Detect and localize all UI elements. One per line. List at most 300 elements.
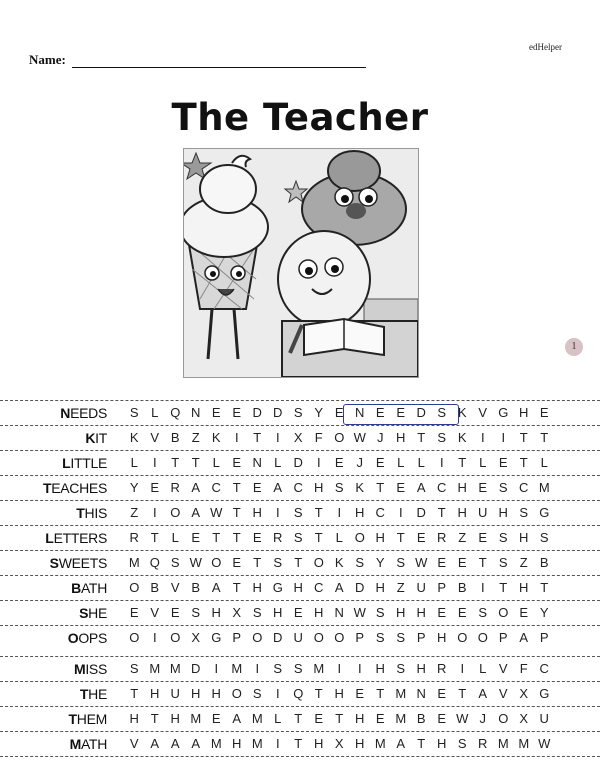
letter-cell[interactable]: H [519, 530, 529, 545]
letter-cell[interactable]: E [396, 405, 406, 420]
letter-cell[interactable]: P [355, 630, 365, 645]
letter-cell[interactable]: E [416, 530, 426, 545]
letter-cell[interactable]: P [416, 630, 426, 645]
letter-cell[interactable]: T [376, 480, 385, 495]
letter-cell[interactable]: N [334, 605, 344, 620]
letter-cell[interactable]: D [416, 505, 426, 520]
letter-cell[interactable]: C [293, 480, 303, 495]
letter-cell[interactable]: C [519, 480, 529, 495]
letter-cell[interactable]: U [539, 711, 549, 726]
letter-cell[interactable]: E [232, 405, 242, 420]
letter-cell[interactable]: U [293, 630, 303, 645]
letter-cell[interactable]: V [150, 430, 160, 445]
letter-cell[interactable]: Y [129, 480, 139, 495]
letter-cell[interactable]: H [211, 686, 221, 701]
letter-cell[interactable]: X [191, 630, 201, 645]
letter-cell[interactable]: T [212, 530, 221, 545]
letter-cell[interactable]: T [499, 580, 508, 595]
letter-cell[interactable]: H [252, 505, 262, 520]
letter-cell[interactable]: I [316, 455, 321, 470]
letter-cell[interactable]: V [498, 661, 508, 676]
letter-cell[interactable]: L [479, 661, 487, 676]
letter-cell[interactable]: I [275, 505, 280, 520]
letter-cell[interactable]: H [375, 580, 385, 595]
letter-cell[interactable]: W [189, 555, 202, 570]
letter-cell[interactable]: R [170, 480, 180, 495]
letter-cell[interactable]: M [395, 686, 407, 701]
letter-cell[interactable]: Q [149, 555, 160, 570]
letter-cell[interactable]: S [293, 661, 303, 676]
letter-cell[interactable]: A [519, 630, 529, 645]
letter-cell[interactable]: D [293, 455, 303, 470]
letter-cell[interactable]: E [396, 480, 406, 495]
letter-cell[interactable]: E [355, 686, 365, 701]
letter-cell[interactable]: I [275, 686, 280, 701]
letter-cell[interactable]: H [211, 605, 221, 620]
letter-cell[interactable]: T [314, 505, 323, 520]
letter-cell[interactable]: E [170, 605, 180, 620]
letter-cell[interactable]: I [275, 430, 280, 445]
letter-cell[interactable]: H [129, 711, 139, 726]
letter-cell[interactable]: L [151, 405, 159, 420]
letter-cell[interactable]: F [314, 430, 323, 445]
letter-cell[interactable]: T [519, 455, 528, 470]
letter-cell[interactable]: T [294, 555, 303, 570]
letter-cell[interactable]: H [519, 580, 529, 595]
letter-cell[interactable]: S [437, 405, 447, 420]
letter-cell[interactable]: T [253, 555, 262, 570]
letter-cell[interactable]: G [539, 505, 550, 520]
letter-cell[interactable]: X [334, 736, 344, 751]
letter-cell[interactable]: I [152, 630, 157, 645]
target-word: LETTERS [45, 530, 107, 546]
letter-row [124, 476, 555, 500]
letter-cell[interactable]: O [313, 555, 324, 570]
letter-cell[interactable]: A [191, 736, 201, 751]
letter-cell[interactable]: Y [375, 555, 385, 570]
letter-cell[interactable]: V [170, 580, 180, 595]
letter-cell[interactable]: O [354, 530, 365, 545]
letter-cell[interactable]: Z [519, 555, 528, 570]
letter-cell[interactable]: A [232, 711, 242, 726]
letter-cell[interactable]: S [252, 605, 262, 620]
letter-cell[interactable]: I [337, 505, 342, 520]
letter-cell[interactable]: L [335, 530, 343, 545]
letter-cell[interactable]: O [498, 711, 509, 726]
letter-cell[interactable]: S [129, 661, 139, 676]
letter-cell[interactable]: P [539, 630, 549, 645]
letter-cell[interactable]: J [377, 430, 384, 445]
letter-cell[interactable]: K [334, 555, 344, 570]
letter-cell[interactable]: O [334, 430, 345, 445]
letter-cell[interactable]: B [539, 555, 549, 570]
letter-cell[interactable]: V [478, 405, 488, 420]
letter-cell[interactable]: H [334, 686, 344, 701]
letter-cell[interactable]: M [313, 661, 325, 676]
letter-cell[interactable]: C [375, 505, 385, 520]
letter-cell[interactable]: I [337, 661, 342, 676]
letter-cell[interactable]: S [252, 686, 262, 701]
letter-cell[interactable]: H [191, 686, 201, 701]
letter-cell[interactable]: M [251, 711, 263, 726]
letter-cell[interactable]: O [170, 630, 181, 645]
letter-cell[interactable]: B [150, 580, 160, 595]
letter-cell[interactable]: K [355, 480, 365, 495]
letter-cell[interactable]: S [191, 605, 201, 620]
letter-cell[interactable]: S [498, 480, 508, 495]
letter-cell[interactable]: X [519, 686, 529, 701]
letter-cell[interactable]: O [231, 686, 242, 701]
letter-cell[interactable]: T [232, 505, 241, 520]
letter-cell[interactable]: A [478, 686, 488, 701]
letter-cell[interactable]: H [457, 480, 467, 495]
letter-cell[interactable]: P [437, 580, 447, 595]
letter-cell[interactable]: Q [170, 405, 181, 420]
letter-cell[interactable]: H [437, 736, 447, 751]
letter-cell[interactable]: E [478, 480, 488, 495]
letter-cell[interactable]: C [211, 480, 221, 495]
letter-cell[interactable]: O [129, 580, 140, 595]
letter-cell[interactable]: U [170, 686, 180, 701]
letter-cell[interactable]: H [375, 530, 385, 545]
letter-cell[interactable]: L [540, 455, 548, 470]
letter-cell[interactable]: T [376, 686, 385, 701]
letter-cell[interactable]: H [252, 580, 262, 595]
letter-cell[interactable]: M [374, 736, 386, 751]
letter-cell[interactable]: H [437, 630, 447, 645]
letter-cell[interactable]: D [273, 630, 283, 645]
letter-cell[interactable]: I [234, 430, 239, 445]
letter-cell[interactable]: B [191, 580, 201, 595]
letter-cell[interactable]: U [478, 505, 488, 520]
letter-cell[interactable]: C [437, 480, 447, 495]
letter-cell[interactable]: E [211, 405, 221, 420]
letter-cell[interactable]: E [375, 455, 385, 470]
letter-cell[interactable]: C [539, 661, 549, 676]
letter-cell[interactable]: H [416, 661, 426, 676]
letter-cell[interactable]: E [150, 480, 160, 495]
letter-cell[interactable]: J [356, 455, 363, 470]
letter-cell[interactable]: K [457, 430, 467, 445]
letter-cell[interactable]: O [170, 505, 181, 520]
letter-cell[interactable]: G [211, 630, 222, 645]
letter-cell[interactable]: X [232, 605, 242, 620]
letter-cell[interactable]: H [314, 736, 324, 751]
letter-cell[interactable]: G [498, 405, 509, 420]
letter-cell[interactable]: C [314, 580, 324, 595]
letter-cell[interactable]: E [293, 605, 303, 620]
letter-cell[interactable]: S [273, 555, 283, 570]
letter-cell[interactable]: E [437, 711, 447, 726]
letter-cell[interactable]: P [498, 630, 508, 645]
letter-cell[interactable]: S [437, 430, 447, 445]
letter-cell[interactable]: R [129, 530, 139, 545]
letter-cell[interactable]: M [518, 736, 530, 751]
letter-cell[interactable]: W [353, 430, 366, 445]
letter-cell[interactable]: H [355, 505, 365, 520]
letter-cell[interactable]: A [170, 736, 180, 751]
letter-cell[interactable]: M [395, 711, 407, 726]
letter-cell[interactable]: H [150, 686, 160, 701]
letter-cell[interactable]: N [355, 405, 365, 420]
letter-cell[interactable]: I [152, 455, 157, 470]
letter-cell[interactable]: V [498, 686, 508, 701]
letter-cell[interactable]: E [129, 605, 139, 620]
letter-cell[interactable]: Z [458, 530, 467, 545]
letter-cell[interactable]: K [211, 430, 221, 445]
letter-cell[interactable]: L [171, 530, 179, 545]
letter-cell[interactable]: S [396, 661, 406, 676]
letter-cell[interactable]: H [293, 580, 303, 595]
letter-cell[interactable]: M [497, 736, 509, 751]
letter-cell[interactable]: V [150, 605, 160, 620]
letter-cell[interactable]: T [519, 430, 528, 445]
letter-cell[interactable]: M [231, 661, 243, 676]
letter-cell[interactable]: I [255, 661, 260, 676]
letter-cell[interactable]: H [355, 711, 365, 726]
letter-cell[interactable]: E [314, 711, 324, 726]
letter-cell[interactable]: T [540, 430, 549, 445]
letter-cell[interactable]: H [416, 605, 426, 620]
letter-cell[interactable]: H [170, 711, 180, 726]
letter-cell[interactable]: O [457, 630, 468, 645]
letter-cell[interactable]: H [396, 430, 406, 445]
letter-cell[interactable]: L [417, 455, 425, 470]
letter-cell[interactable]: O [477, 630, 488, 645]
letter-cell[interactable]: I [275, 736, 280, 751]
letter-cell[interactable]: D [252, 405, 262, 420]
letter-cell[interactable]: E [232, 555, 242, 570]
letter-cell[interactable]: I [460, 661, 465, 676]
letter-cell[interactable]: H [519, 405, 529, 420]
letter-cell[interactable]: T [253, 430, 262, 445]
letter-cell[interactable]: R [478, 736, 488, 751]
letter-cell[interactable]: E [437, 605, 447, 620]
target-word: THEM [68, 711, 107, 727]
letter-cell[interactable]: E [375, 711, 385, 726]
letter-cell[interactable]: T [314, 686, 323, 701]
letter-cell[interactable]: B [457, 580, 467, 595]
letter-cell[interactable]: S [170, 555, 180, 570]
letter-cell[interactable]: H [314, 480, 324, 495]
letter-cell[interactable]: I [398, 505, 403, 520]
letter-cell[interactable]: T [540, 580, 549, 595]
letter-cell[interactable]: V [129, 736, 139, 751]
letter-cell[interactable]: B [170, 430, 180, 445]
letter-cell[interactable]: M [210, 736, 222, 751]
letter-cell[interactable]: E [232, 455, 242, 470]
letter-cell[interactable]: A [191, 505, 201, 520]
letter-cell[interactable]: H [457, 505, 467, 520]
letter-cell[interactable]: E [478, 530, 488, 545]
letter-cell[interactable]: S [273, 661, 283, 676]
letter-cell[interactable]: Q [293, 686, 304, 701]
letter-cell[interactable]: A [396, 736, 406, 751]
letter-cell[interactable]: E [252, 530, 262, 545]
letter-cell[interactable]: D [273, 405, 283, 420]
letter-cell[interactable]: S [396, 630, 406, 645]
letter-cell[interactable]: L [274, 455, 282, 470]
letter-cell[interactable]: A [150, 736, 160, 751]
letter-cell[interactable]: T [130, 686, 139, 701]
letter-cell[interactable]: T [294, 736, 303, 751]
letter-cell[interactable]: A [211, 580, 221, 595]
letter-cell[interactable]: N [252, 455, 262, 470]
letter-cell[interactable]: S [457, 736, 467, 751]
letter-cell[interactable]: I [152, 505, 157, 520]
letter-cell[interactable]: T [150, 530, 159, 545]
letter-cell[interactable]: T [171, 455, 180, 470]
letter-cell[interactable]: T [314, 530, 323, 545]
letter-cell[interactable]: S [129, 405, 139, 420]
letter-cell[interactable]: Y [314, 405, 324, 420]
letter-cell[interactable]: O [334, 630, 345, 645]
letter-cell[interactable]: L [274, 711, 282, 726]
puzzle-row [0, 450, 600, 475]
letter-cell[interactable]: A [273, 480, 283, 495]
letter-cell[interactable]: H [273, 605, 283, 620]
letter-cell[interactable]: M [128, 555, 140, 570]
letter-cell[interactable]: R [273, 530, 283, 545]
letter-cell[interactable]: S [375, 630, 385, 645]
letter-cell[interactable]: T [335, 711, 344, 726]
letter-cell[interactable]: T [437, 505, 446, 520]
letter-cell[interactable]: D [355, 580, 365, 595]
letter-cell[interactable]: T [478, 555, 487, 570]
letter-cell[interactable]: Y [539, 605, 549, 620]
letter-cell[interactable]: W [415, 555, 428, 570]
letter-cell[interactable]: A [416, 480, 426, 495]
letter-cell[interactable]: S [334, 480, 344, 495]
letter-cell[interactable]: E [457, 555, 467, 570]
letter-cell[interactable]: S [396, 555, 406, 570]
letter-cell[interactable]: S [293, 505, 303, 520]
letter-cell[interactable]: T [232, 480, 241, 495]
letter-cell[interactable]: S [498, 555, 508, 570]
letter-cell[interactable]: G [272, 580, 283, 595]
letter-cell[interactable]: E [539, 405, 549, 420]
letter-cell[interactable]: L [479, 455, 487, 470]
letter-cell[interactable]: O [498, 605, 509, 620]
letter-cell[interactable]: T [191, 455, 200, 470]
letter-cell[interactable]: T [458, 686, 467, 701]
letter-cell[interactable]: U [416, 580, 426, 595]
letter-cell[interactable]: L [130, 455, 138, 470]
letter-cell[interactable]: M [149, 661, 161, 676]
letter-cell[interactable]: H [375, 661, 385, 676]
letter-cell[interactable]: T [294, 711, 303, 726]
letter-cell[interactable]: N [416, 686, 426, 701]
letter-cell[interactable]: T [417, 430, 426, 445]
letter-cell[interactable]: X [519, 711, 529, 726]
letter-cell[interactable]: I [501, 430, 506, 445]
letter-cell[interactable]: H [396, 605, 406, 620]
letter-cell[interactable]: D [416, 405, 426, 420]
letter-cell[interactable]: M [190, 711, 202, 726]
letter-cell[interactable]: X [293, 430, 303, 445]
letter-cell[interactable]: I [214, 661, 219, 676]
letter-cell[interactable]: S [478, 605, 488, 620]
letter-cell[interactable]: D [191, 661, 201, 676]
letter-cell[interactable]: R [437, 530, 447, 545]
letter-cell[interactable]: Z [130, 505, 139, 520]
letter-cell[interactable]: Z [396, 580, 405, 595]
letter-cell[interactable]: E [437, 555, 447, 570]
letter-cell[interactable]: S [539, 530, 549, 545]
letter-cell[interactable]: S [293, 405, 303, 420]
letter-cell[interactable]: W [210, 505, 223, 520]
letter-cell[interactable]: K [129, 430, 139, 445]
letter-cell[interactable]: Z [191, 430, 200, 445]
letter-cell[interactable]: E [334, 455, 344, 470]
letter-cell[interactable]: H [355, 736, 365, 751]
letter-cell[interactable]: A [191, 480, 201, 495]
letter-cell[interactable]: I [439, 455, 444, 470]
letter-cell[interactable]: E [375, 405, 385, 420]
letter-cell[interactable]: M [251, 736, 263, 751]
letter-cell[interactable]: S [498, 530, 508, 545]
letter-cell[interactable]: R [437, 661, 447, 676]
letter-cell[interactable]: O [129, 630, 140, 645]
letter-cell[interactable]: T [458, 455, 467, 470]
letter-cell[interactable]: L [397, 455, 405, 470]
letter-cell[interactable]: S [293, 530, 303, 545]
letter-cell[interactable]: I [357, 661, 362, 676]
letter-cell[interactable]: S [355, 555, 365, 570]
letter-cell[interactable]: E [334, 405, 344, 420]
letter-cell[interactable]: S [375, 605, 385, 620]
letter-cell[interactable]: E [457, 605, 467, 620]
letter-cell[interactable]: T [150, 711, 159, 726]
letter-cell[interactable]: S [519, 505, 529, 520]
letter-cell[interactable]: G [539, 686, 550, 701]
letter-cell[interactable]: M [169, 661, 181, 676]
letter-cell[interactable]: O [252, 630, 263, 645]
letter-cell[interactable]: O [313, 630, 324, 645]
letter-cell[interactable]: T [396, 530, 405, 545]
letter-cell[interactable]: E [252, 480, 262, 495]
letter-cell[interactable]: L [212, 455, 220, 470]
letter-cell[interactable]: I [480, 430, 485, 445]
letter-cell[interactable]: B [416, 711, 426, 726]
letter-cell[interactable]: E [437, 686, 447, 701]
letter-cell[interactable]: E [211, 711, 221, 726]
letter-cell[interactable]: T [232, 530, 241, 545]
letter-cell[interactable]: K [457, 405, 467, 420]
letter-cell[interactable]: M [538, 480, 550, 495]
letter-cell[interactable]: W [353, 605, 366, 620]
name-label: Name: [29, 52, 66, 67]
letter-cell[interactable]: T [232, 580, 241, 595]
letter-cell[interactable]: P [232, 630, 242, 645]
letter-cell[interactable]: T [417, 736, 426, 751]
letter-cell[interactable]: A [334, 580, 344, 595]
letter-cell[interactable]: J [479, 711, 486, 726]
name-blank-line[interactable] [72, 55, 366, 68]
letter-cell[interactable]: W [456, 711, 469, 726]
letter-cell[interactable]: E [498, 455, 508, 470]
letter-cell[interactable]: I [480, 580, 485, 595]
letter-cell[interactable]: E [191, 530, 201, 545]
letter-cell[interactable]: F [519, 661, 528, 676]
letter-cell[interactable]: E [519, 605, 529, 620]
letter-cell[interactable]: N [191, 405, 201, 420]
letter-cell[interactable]: W [538, 736, 551, 751]
letter-cell[interactable]: H [314, 605, 324, 620]
letter-cell[interactable]: H [232, 736, 242, 751]
letter-cell[interactable]: H [498, 505, 508, 520]
letter-cell[interactable]: O [211, 555, 222, 570]
